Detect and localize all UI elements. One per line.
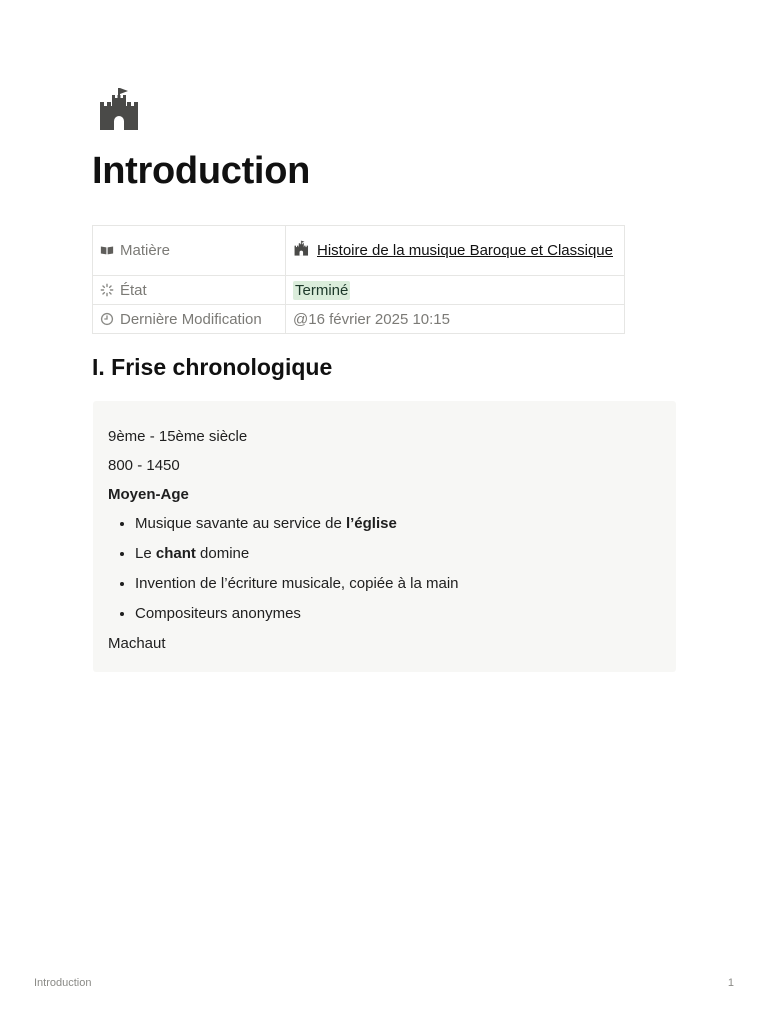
property-label: Dernière Modification — [120, 310, 262, 328]
list-item: • Invention de l’écriture musicale, copiée à la main — [135, 569, 661, 599]
book-icon — [100, 243, 114, 257]
property-key-subject — [93, 226, 286, 276]
list-item: • Compositeurs anonymes — [135, 599, 661, 629]
properties-table — [92, 225, 625, 334]
callout-block — [93, 401, 676, 672]
page-title: Introduction — [92, 150, 311, 192]
list-item: • Musique savante au service de l’église — [135, 509, 661, 539]
list-item: • Le chant domine — [135, 539, 661, 569]
subject-link[interactable]: Histoire de la musique Baroque et Classique — [317, 241, 613, 259]
status-badge[interactable]: Terminé — [295, 281, 349, 299]
property-row-subject — [93, 226, 625, 276]
page-number: 1 — [727, 977, 734, 989]
castle-icon — [97, 86, 145, 134]
year-range: 800 - 1450 — [108, 457, 180, 474]
property-label: Matière — [120, 242, 171, 259]
castle-icon — [293, 240, 311, 257]
section-heading: I. Frise chronologique — [92, 354, 333, 380]
bullet-list — [108, 509, 661, 629]
property-row-status — [93, 276, 625, 305]
last-modified-value: @16 février 2025 10:15 — [293, 310, 450, 328]
clock-icon — [100, 312, 114, 326]
composer-name: Machaut — [108, 635, 166, 652]
property-value-subject — [286, 226, 625, 276]
status-loading-icon — [100, 283, 114, 297]
property-key-status — [93, 276, 286, 305]
period-title: Moyen-Age — [108, 486, 189, 503]
property-row-last-modified — [93, 305, 625, 334]
property-key-last-modified — [93, 305, 286, 334]
property-value-status — [286, 276, 625, 305]
property-value-last-modified — [286, 305, 625, 334]
century-range: 9ème - 15ème siècle — [108, 428, 248, 445]
footer-title: Introduction — [34, 977, 92, 989]
property-label: État — [120, 281, 147, 299]
